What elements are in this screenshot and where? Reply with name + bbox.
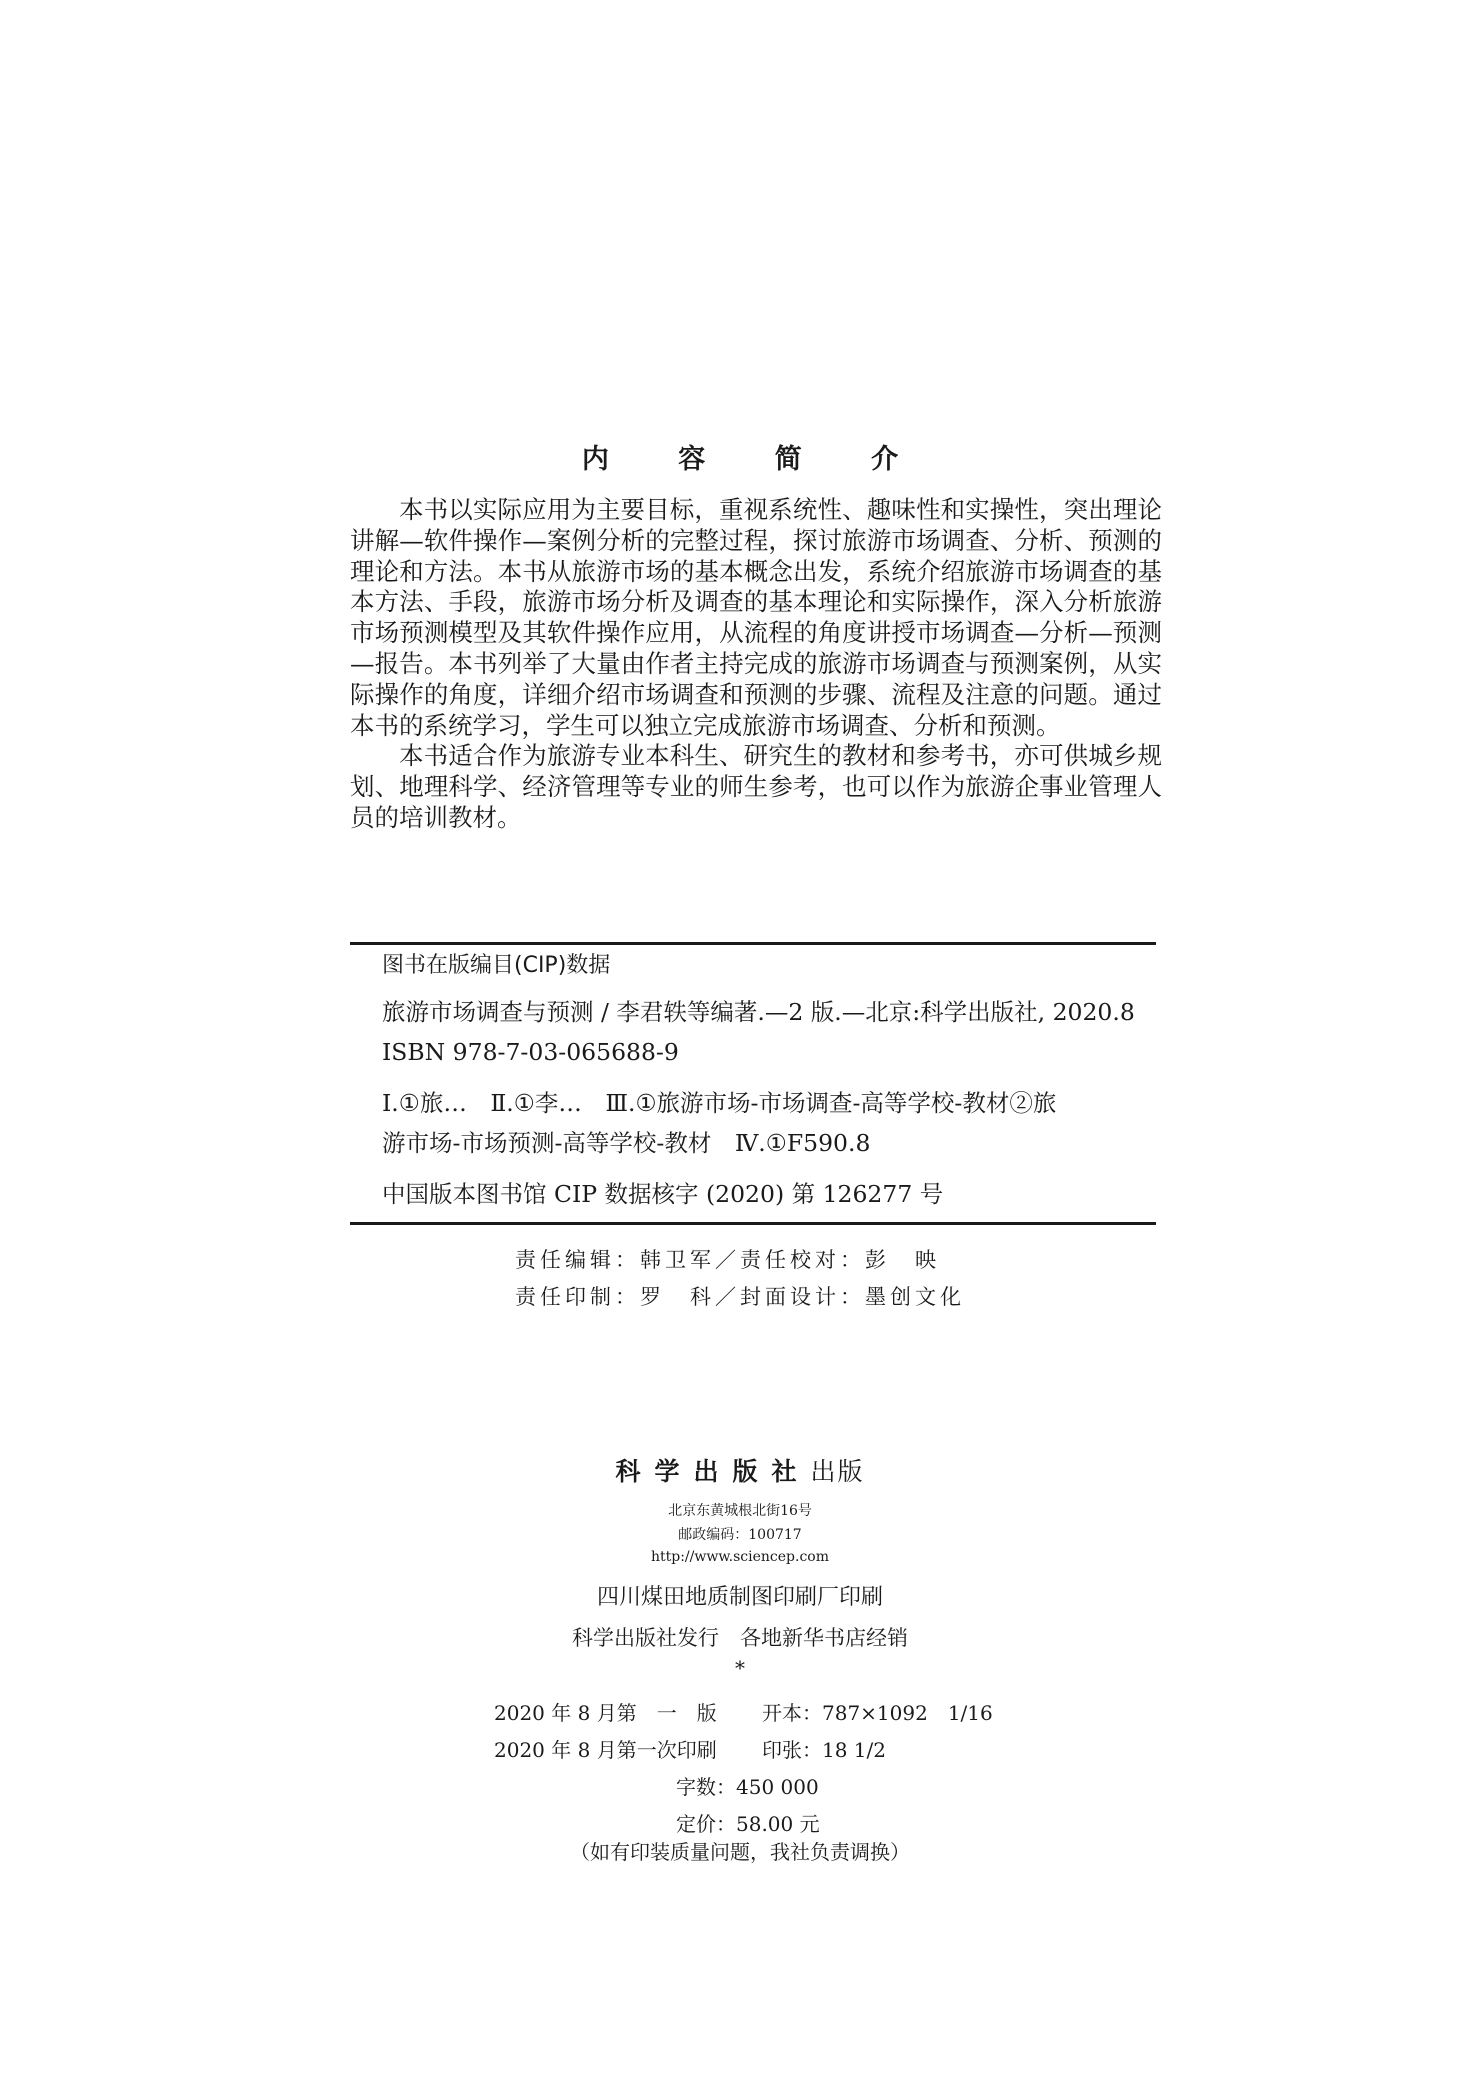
intro-body <box>350 495 1162 834</box>
intro-title: 内 容 简 介 <box>581 444 929 475</box>
quality-notice: （如有印装质量问题，我社负责调换） <box>570 1840 910 1864</box>
cip-top-rule <box>350 942 1156 945</box>
publisher-address: 北京东黄城根北街16号 <box>668 1503 812 1519</box>
spec-price: 定价：58.00 元 <box>676 1812 820 1836</box>
cip-title-line: 旅游市场调查与预测 / 李君轶等编著.—2 版.—北京:科学出版社, 2020.8 <box>382 998 1135 1026</box>
staff-credits-line: 责任印制：罗 科／封面设计：墨创文化 <box>515 1285 965 1309</box>
cip-subject-line: Ⅰ.①旅… Ⅱ.①李… Ⅲ.①旅游市场-市场调查-高等学校-教材②旅 <box>382 1089 1057 1117</box>
intro-paragraph: 本书适合作为旅游专业本科生、研究生的教材和参考书，亦可供城乡规划、地理科学、经济管理等专业的师生参考，也可以作为旅游企事业管理人员的培训教材。 <box>350 741 1162 832</box>
cip-subject-line: 游市场-市场预测-高等学校-教材 Ⅳ.①F590.8 <box>382 1129 871 1157</box>
spec-edition: 2020 年 8 月第 一 版 <box>494 1701 717 1725</box>
spec-printing: 2020 年 8 月第一次印刷 <box>494 1738 717 1762</box>
cip-record-number: 中国版本图书馆 CIP 数据核字 (2020) 第 126277 号 <box>382 1180 944 1208</box>
spec-format: 开本：787×1092 1/16 <box>762 1701 993 1725</box>
cip-isbn: ISBN 978-7-03-065688-9 <box>382 1038 679 1066</box>
printer: 四川煤田地质制图印刷厂印刷 <box>596 1585 883 1610</box>
publisher-name-text: 科学出版社 <box>615 1457 811 1486</box>
spec-sheets: 印张：18 1/2 <box>762 1738 886 1762</box>
spec-word-count: 字数：450 000 <box>676 1775 819 1799</box>
intro-paragraph: 本书以实际应用为主要目标，重视系统性、趣味性和实操性，突出理论讲解—软件操作—案例分析的完整过程，探讨旅游市场调查、分析、预测的理论和方法。本书从旅游市场的基本概念出发，系统介绍旅游市场调查的基本方法、手段，旅游市场分析及调查的基本理论和实际操作，深入分析旅游市场预测模型及其软件操作应用，从流程的角度讲授市场调查—分析—预测—报告。本书列举了大量由作者主持完成的旅游市场调查与预测案例，从实际操作的角度，详细介绍市场调查和预测的步骤、流程及注意的问题。通过本书的系统学习，学生可以独立完成旅游市场调查、分析和预测。 <box>350 495 1162 740</box>
publisher-postcode: 邮政编码：100717 <box>678 1527 802 1543</box>
cip-heading: 图书在版编目(CIP)数据 <box>382 953 611 978</box>
cip-bottom-rule <box>350 1222 1156 1225</box>
staff-credits-line: 责任编辑：韩卫军／责任校对：彭 映 <box>515 1248 940 1272</box>
publisher-suffix: 出版 <box>810 1457 865 1486</box>
publisher-name <box>0 1452 1480 1488</box>
distribution: 科学出版社发行 各地新华书店经销 <box>572 1626 908 1650</box>
publisher-website: http://www.sciencep.com <box>650 1549 829 1565</box>
separator-asterisk: * <box>735 1656 745 1680</box>
